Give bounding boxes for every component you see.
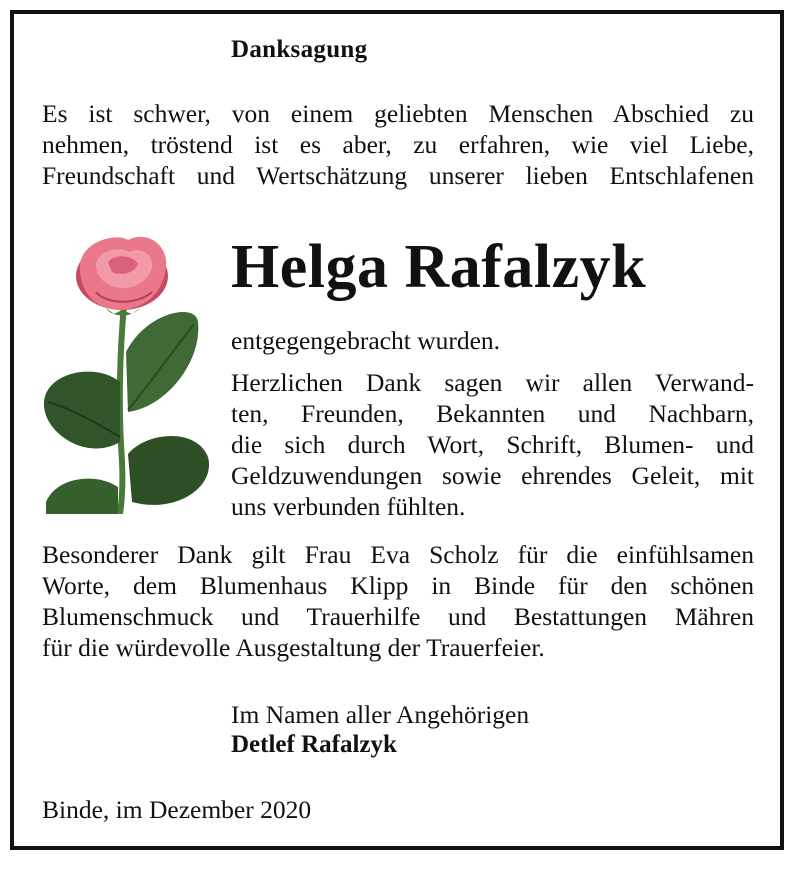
special-thanks-paragraph [42,539,754,663]
rose-leaf-left [44,372,120,449]
thanks-line: Geldzuwendungen sowie ehrendes Geleit, mit [231,461,754,490]
rose-stem [120,304,124,514]
intro-paragraph [42,98,754,191]
special-line: Besonderer Dank gilt Frau Eva Scholz für die einfühlsamen [42,540,754,569]
rose-leaf-lower-right [128,436,209,505]
thanks-line: Herzlichen Dank sagen wir allen Verwand- [231,368,754,397]
intro-line: Freundschaft und Wertschätzung unserer lieben Entschlafenen [42,161,754,190]
special-line: Blumenschmuck und Trauerhilfe und Bestattungen Mähren [42,602,754,631]
thanks-line: ten, Freunden, Bekannten und Nachbarn, [231,399,754,428]
special-line: für die würdevolle Ausgestaltung der Trauerfeier. [42,633,545,662]
rose-leaf-lower-left [46,479,118,514]
received-line: entgegengebracht wurden. [231,326,501,355]
rose-leaf-right [126,312,198,412]
intro-line: nehmen, tröstend ist es aber, zu erfahren, wie viel Liebe, [42,130,754,159]
place-date: Binde, im Dezember 2020 [42,795,312,824]
rose-image [36,232,216,514]
deceased-name: Helga Rafalzyk [231,233,647,301]
closing-line: Im Namen aller Angehörigen [231,700,530,729]
special-line: Worte, dem Blumenhaus Klipp in Binde für den schönen [42,571,754,600]
intro-line: Es ist schwer, von einem geliebten Menschen Abschied zu [42,99,754,128]
notice-title: Danksagung [231,36,368,63]
thanks-line: uns verbunden fühlten. [231,492,466,521]
thanks-line: die sich durch Wort, Schrift, Blumen- und [231,430,754,459]
thanks-paragraph [231,367,754,522]
signer-name: Detlef Rafalzyk [231,731,397,758]
